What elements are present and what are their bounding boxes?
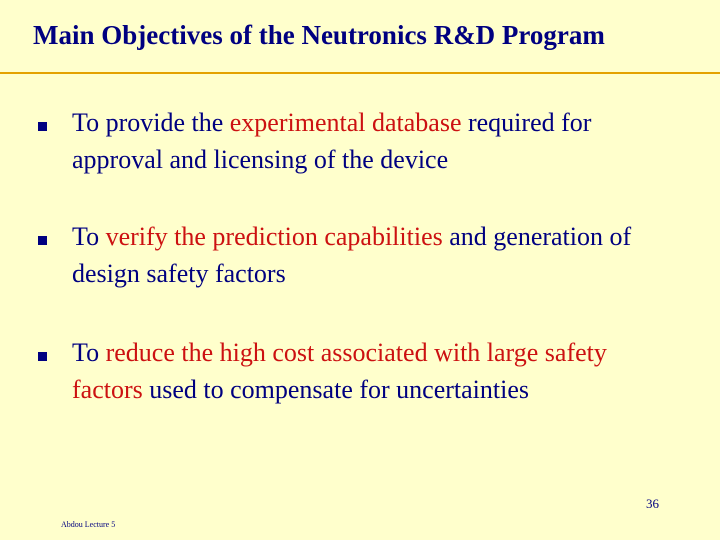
bullet-text [72,104,682,178]
bullet-highlight-text: verify the prediction capabilities [105,222,443,251]
bullet-text [72,218,682,292]
bullet-text-segment: used to compensate for uncertainties [142,375,530,404]
bullet-text-segment: and generation of design safety factors [72,222,632,288]
square-bullet-icon [38,122,47,131]
bullet-text-segment: To provide the [72,108,230,137]
bullet-text-segment: To [72,338,106,367]
bullet-text [72,334,682,408]
page-number: 36 [646,496,659,511]
bullet-text-segment: required for approval and licensing of the device [72,108,592,174]
title-divider [0,72,720,74]
bullet-text-segment: To [72,222,106,251]
footer-note: Abdou Lecture 5 [61,520,116,529]
slide-title: Main Objectives of the Neutronics R&D Program [33,20,605,50]
square-bullet-icon [38,352,47,361]
bullet-highlight-text: experimental database [229,108,462,137]
bullet-highlight-text: reduce the high cost associated with large safety factors [72,338,607,404]
square-bullet-icon [38,236,47,245]
